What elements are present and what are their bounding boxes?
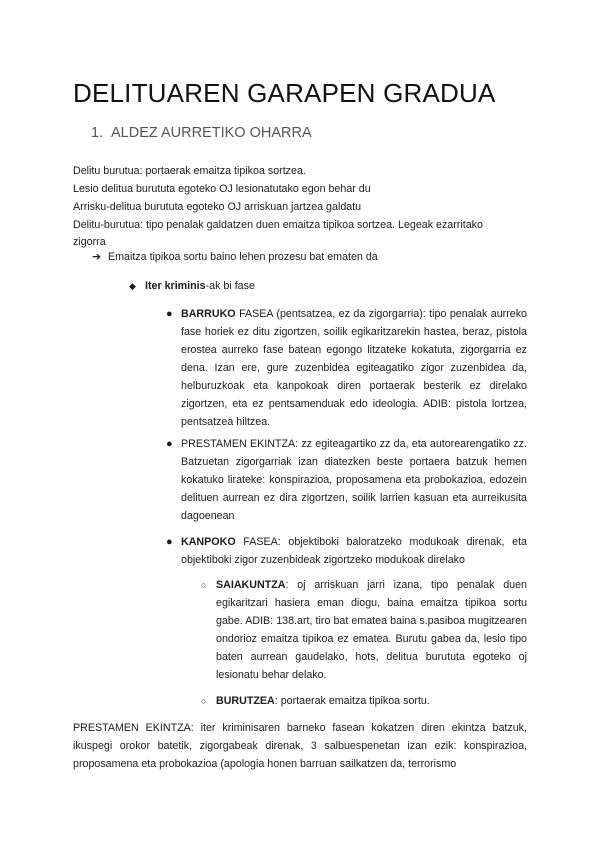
diamond-item-text: -ak bi fase: [205, 280, 255, 292]
document-title: DELITUAREN GARAPEN GRADUA: [73, 78, 496, 108]
phase-item-3: [181, 533, 527, 569]
diamond-item-bold: Iter kriminis: [145, 280, 206, 292]
dot-bullet-icon: ●: [166, 536, 173, 548]
diamond-list-item: [129, 277, 255, 295]
circle-bullet-icon: ○: [201, 696, 207, 706]
sub-phase-item-2: [216, 692, 527, 710]
arrow-list-item: [92, 248, 378, 266]
arrow-right-icon: ➔: [92, 251, 101, 263]
phase-1-bold: BARRUKO: [181, 308, 236, 320]
phase-item-1: [181, 305, 527, 431]
intro-line-4: Delitu-burutua: tipo penalak galdatzen duen emaitza tipikoa sortzea. Legeak ezarritako: [73, 219, 483, 231]
phase-2-text: PRESTAMEN EKINTZA: zz egiteagartiko zz da, eta autorearengatiko zz. Batzuetan zigorgarriak izan diatezken beste portaera batzuk hemen kokatuko lirateke: konspirazioa, proposamena eta probokazioa, edozein delituen aurrean ez dira zigortzen, soilik larrien kasuan eta aurreikusita dagoenean: [181, 438, 527, 522]
intro-line-2: Lesio delitua burututa egoteko OJ lesionatutako egon behar du: [73, 183, 371, 195]
section-number: 1.: [91, 125, 104, 141]
sub-phase-2-bold: BURUTZEA: [216, 695, 275, 707]
arrow-item-text: Emaitza tipikoa sortu baino lehen prozesu bat ematen da: [108, 251, 378, 263]
intro-line-5: zigorra: [73, 236, 106, 248]
sub-phase-2-text: : portaerak emaitza tipikoa sortu.: [274, 695, 430, 707]
sub-phase-item-1: [216, 576, 527, 684]
circle-bullet-icon: ○: [201, 580, 207, 590]
dot-bullet-icon: ●: [166, 438, 173, 450]
section-label: ALDEZ AURRETIKO OHARRA: [111, 125, 312, 141]
diamond-bullet-icon: ◆: [129, 281, 136, 291]
closing-paragraph: PRESTAMEN EKINTZA: iter kriminisaren barneko fasean kokatzen diren ekintza batzuk, ikuspegi orokor batetik, zigorgabeak direnak, 3 salbuespenetan izan ezik: konspirazioa, proposamena eta probokazioa (apologia honen barruan sailkatzen da, terrorismo: [73, 722, 527, 770]
phase-item-2: [181, 435, 527, 525]
section-heading: [91, 125, 312, 141]
phase-3-text: FASEA: objektiboki baloratzeko modukoak direnak, eta objektiboki zigor zuzenbideak zigortzeko modukoak direlako: [181, 536, 527, 566]
phase-1-text: FASEA (pentsatzea, ez da zigorgarria): tipo penalak aurreko fase horiek ez ditu zigortzen, soilik egikaritzarekin hastea, beraz, pistola erostea aurreko fase batean egongo litzateke kokatuta, zigorgarria ez dena. Izan ere, gure zuzenbidea egiteagatiko zigor zuzenbidea da, helburuzkoak eta kanpokoak diren portaerak besterik ez direlako zigortzen, eta ez pentsamenduak edo ideologia. ADIB: pistola lortzea, pentsatzea hiltzea.: [181, 308, 527, 428]
intro-line-3: Arrisku-delitua burututa egoteko OJ arriskuan jartzea galdatu: [73, 201, 362, 213]
sub-phase-1-text: : oj arriskuan jarri izana, tipo penalak duen egikaritzari hasiera eman diogu, baina emaitza tipikoa sortu gabe. ADIB: 138.art, tiro bat ematea baina s.pasiboa mugitzearen ondorioz emaitza tipikoa ez ematea. Burutu gabea da, lesio tipo baten aurrean gaudelako, hots, delitua burututa egoteko oj lesionatu behar delako.: [216, 579, 527, 681]
dot-bullet-icon: ●: [166, 308, 173, 320]
sub-phase-1-bold: SAIAKUNTZA: [216, 579, 286, 591]
phase-3-bold: KANPOKO: [181, 536, 236, 548]
intro-line-1: Delitu burutua: portaerak emaitza tipikoa sortzea.: [73, 165, 306, 177]
